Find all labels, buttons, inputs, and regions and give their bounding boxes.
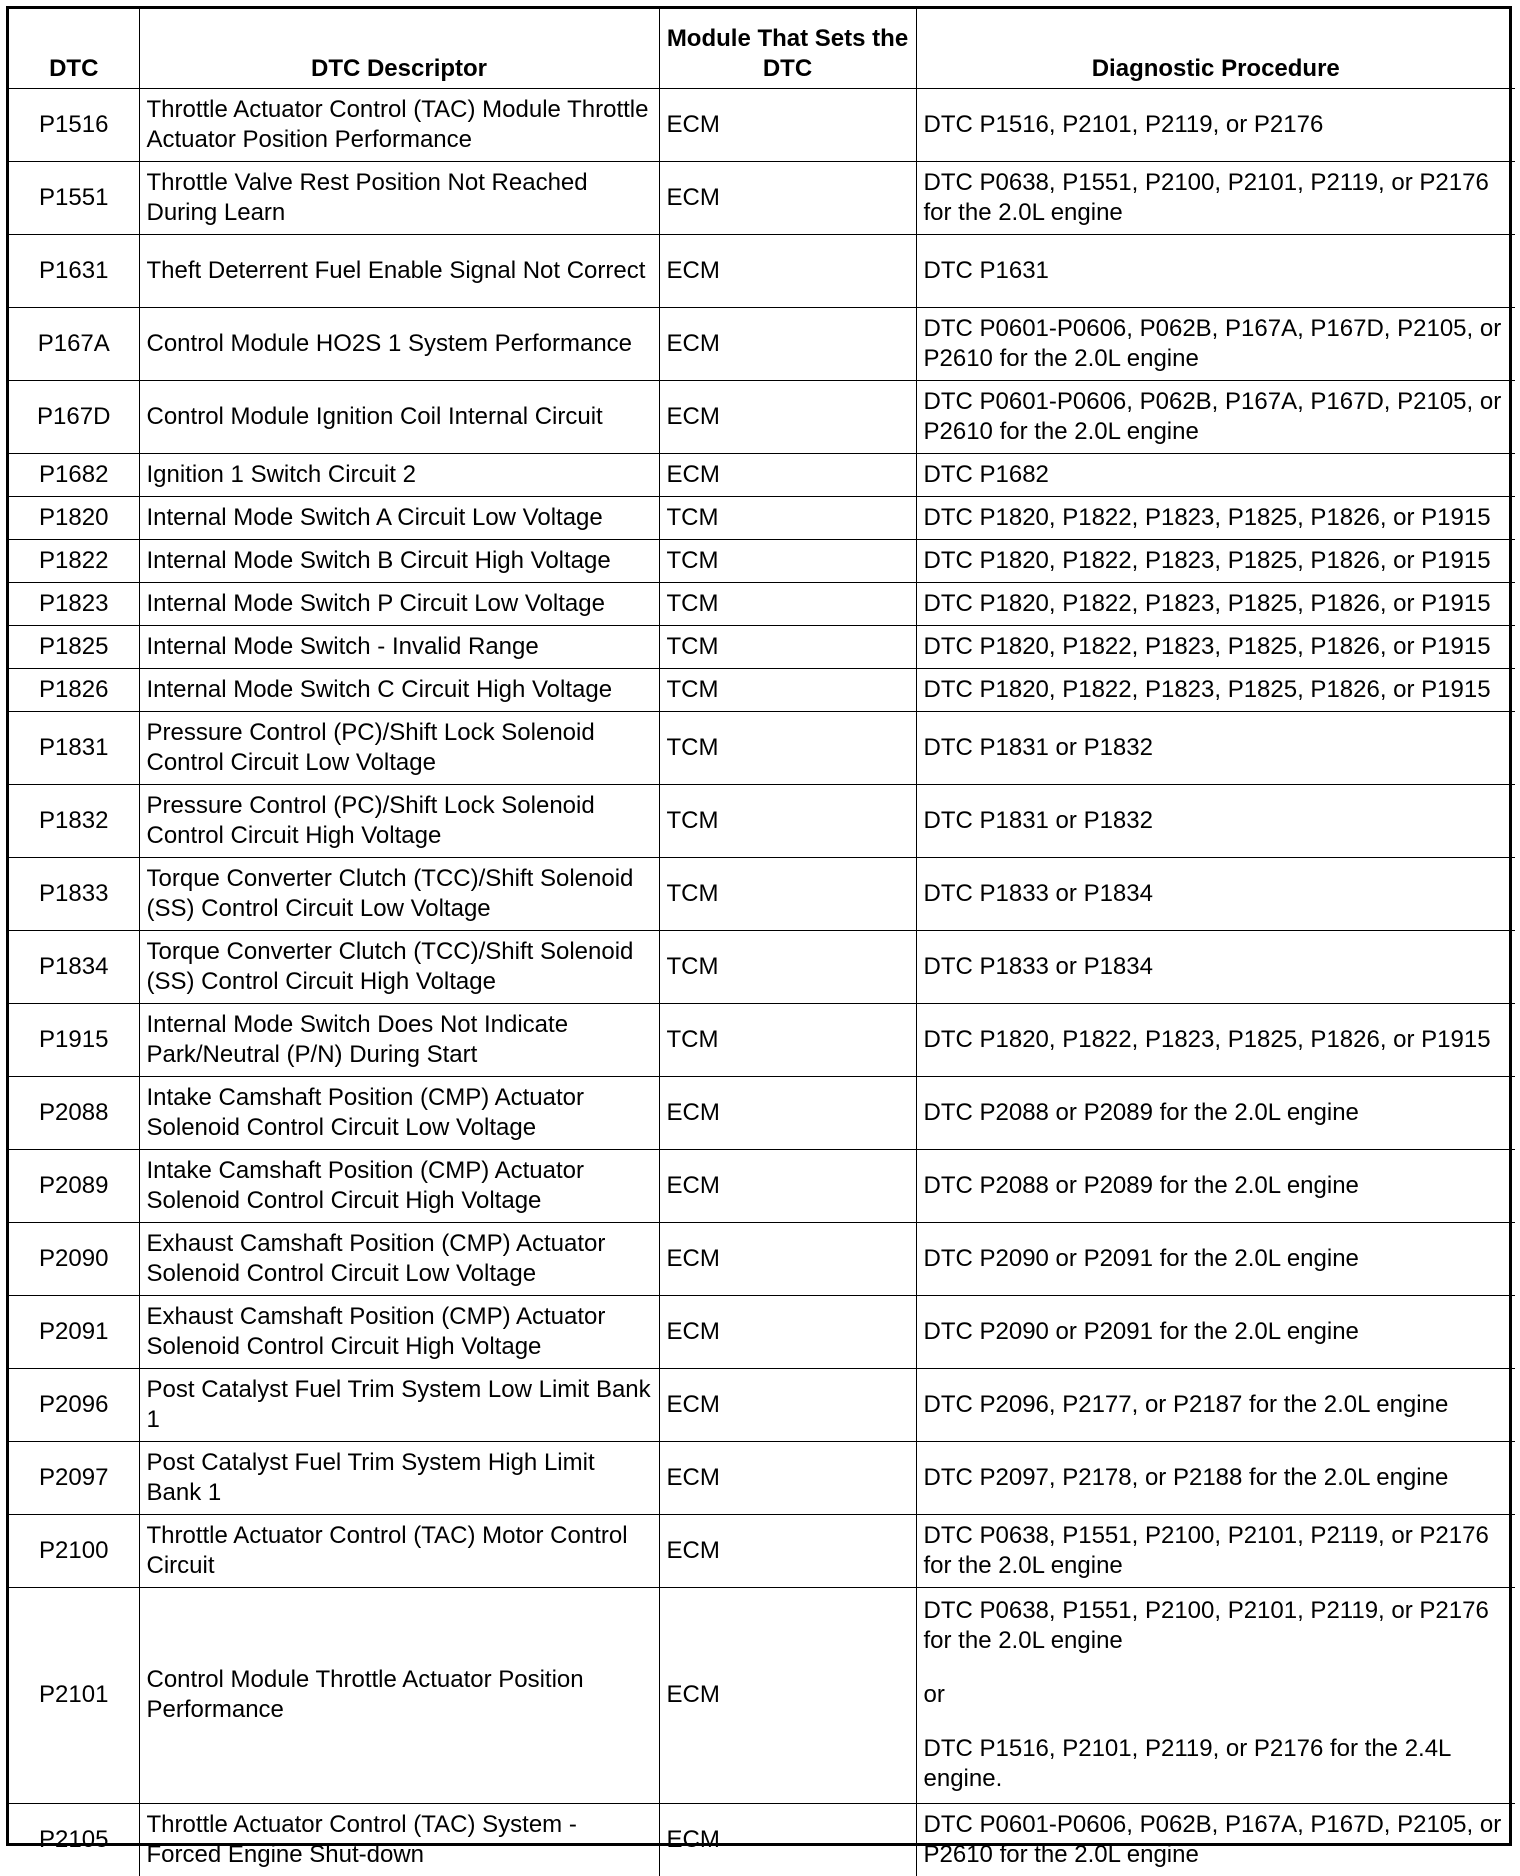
cell-descriptor: Internal Mode Switch Does Not Indicate Park/Neutral (P/N) During Start <box>139 1003 659 1076</box>
cell-dtc: P1822 <box>9 539 139 582</box>
table-row <box>9 234 1515 307</box>
procedure-line: DTC P0638, P1551, P2100, P2101, P2119, or P2176 for the 2.0L engine <box>923 168 1489 226</box>
cell-module: TCM <box>659 668 916 711</box>
cell-module: ECM <box>659 1441 916 1514</box>
cell-dtc: P1551 <box>9 161 139 234</box>
cell-module: ECM <box>659 1295 916 1368</box>
table-row <box>9 453 1515 496</box>
procedure-line: DTC P1833 or P1834 <box>923 952 1153 980</box>
cell-module: ECM <box>659 1803 916 1876</box>
procedure-line: DTC P1820, P1822, P1823, P1825, P1826, or P1915 <box>923 589 1491 617</box>
procedure-line: DTC P2088 or P2089 for the 2.0L engine <box>923 1171 1359 1199</box>
table-header-row <box>9 9 1515 88</box>
cell-module: TCM <box>659 1003 916 1076</box>
cell-module: TCM <box>659 582 916 625</box>
cell-procedure <box>916 1514 1515 1587</box>
cell-dtc: P1833 <box>9 857 139 930</box>
dtc-table-page <box>6 6 1512 1868</box>
cell-descriptor: Post Catalyst Fuel Trim System High Limit Bank 1 <box>139 1441 659 1514</box>
table-row <box>9 930 1515 1003</box>
cell-procedure <box>916 857 1515 930</box>
cell-descriptor: Throttle Actuator Control (TAC) System - Forced Engine Shut-down <box>139 1803 659 1876</box>
procedure-line: DTC P1516, P2101, P2119, or P2176 <box>923 110 1324 138</box>
cell-procedure <box>916 161 1515 234</box>
cell-descriptor: Exhaust Camshaft Position (CMP) Actuator Solenoid Control Circuit Low Voltage <box>139 1222 659 1295</box>
table-row <box>9 1441 1515 1514</box>
cell-procedure <box>916 784 1515 857</box>
table-row <box>9 496 1515 539</box>
cell-descriptor: Throttle Valve Rest Position Not Reached During Learn <box>139 161 659 234</box>
cell-dtc: P167A <box>9 307 139 380</box>
cell-procedure <box>916 380 1515 453</box>
cell-dtc: P1516 <box>9 88 139 161</box>
cell-descriptor: Internal Mode Switch - Invalid Range <box>139 625 659 668</box>
header-descriptor: DTC Descriptor <box>139 9 659 88</box>
cell-descriptor: Internal Mode Switch P Circuit Low Voltage <box>139 582 659 625</box>
cell-dtc: P2105 <box>9 1803 139 1876</box>
cell-module: ECM <box>659 453 916 496</box>
procedure-line: DTC P1831 or P1832 <box>923 733 1153 761</box>
table-row <box>9 1587 1515 1803</box>
table-row <box>9 1222 1515 1295</box>
cell-descriptor: Internal Mode Switch A Circuit Low Voltage <box>139 496 659 539</box>
cell-descriptor: Throttle Actuator Control (TAC) Motor Control Circuit <box>139 1514 659 1587</box>
cell-descriptor: Exhaust Camshaft Position (CMP) Actuator Solenoid Control Circuit High Voltage <box>139 1295 659 1368</box>
cell-dtc: P1832 <box>9 784 139 857</box>
table-row <box>9 582 1515 625</box>
cell-procedure <box>916 625 1515 668</box>
cell-descriptor: Ignition 1 Switch Circuit 2 <box>139 453 659 496</box>
table-row <box>9 1514 1515 1587</box>
cell-module: ECM <box>659 1149 916 1222</box>
procedure-line: DTC P0638, P1551, P2100, P2101, P2119, or P2176 for the 2.0L engine <box>923 1521 1489 1579</box>
procedure-line: DTC P2090 or P2091 for the 2.0L engine <box>923 1317 1359 1345</box>
table-row <box>9 1295 1515 1368</box>
cell-dtc: P2091 <box>9 1295 139 1368</box>
cell-procedure <box>916 1076 1515 1149</box>
procedure-line: DTC P0638, P1551, P2100, P2101, P2119, or P2176 for the 2.0L engine <box>923 1597 1489 1654</box>
cell-descriptor: Control Module HO2S 1 System Performance <box>139 307 659 380</box>
procedure-line: DTC P2097, P2178, or P2188 for the 2.0L engine <box>923 1463 1449 1491</box>
cell-module: ECM <box>659 380 916 453</box>
procedure-line: DTC P2090 or P2091 for the 2.0L engine <box>923 1244 1359 1272</box>
cell-dtc: P1631 <box>9 234 139 307</box>
table-row <box>9 784 1515 857</box>
cell-descriptor: Torque Converter Clutch (TCC)/Shift Solenoid (SS) Control Circuit High Voltage <box>139 930 659 1003</box>
cell-dtc: P2088 <box>9 1076 139 1149</box>
cell-descriptor: Control Module Throttle Actuator Position Performance <box>139 1587 659 1803</box>
procedure-line: or <box>923 1681 945 1708</box>
cell-descriptor: Theft Deterrent Fuel Enable Signal Not Correct <box>139 234 659 307</box>
cell-module: TCM <box>659 784 916 857</box>
procedure-line: DTC P2088 or P2089 for the 2.0L engine <box>923 1098 1359 1126</box>
cell-procedure <box>916 930 1515 1003</box>
cell-procedure <box>916 496 1515 539</box>
cell-procedure <box>916 711 1515 784</box>
cell-descriptor: Control Module Ignition Coil Internal Circuit <box>139 380 659 453</box>
cell-procedure <box>916 1441 1515 1514</box>
table-row <box>9 857 1515 930</box>
procedure-line: DTC P2096, P2177, or P2187 for the 2.0L engine <box>923 1390 1449 1418</box>
table-row <box>9 625 1515 668</box>
cell-descriptor: Intake Camshaft Position (CMP) Actuator Solenoid Control Circuit High Voltage <box>139 1149 659 1222</box>
cell-descriptor: Post Catalyst Fuel Trim System Low Limit Bank 1 <box>139 1368 659 1441</box>
cell-module: ECM <box>659 1514 916 1587</box>
cell-procedure <box>916 307 1515 380</box>
procedure-line: DTC P1820, P1822, P1823, P1825, P1826, or P1915 <box>923 1025 1491 1053</box>
cell-dtc: P2101 <box>9 1587 139 1803</box>
cell-module: TCM <box>659 539 916 582</box>
paragraph-gap <box>924 1710 1509 1734</box>
table-row <box>9 380 1515 453</box>
header-dtc: DTC <box>9 9 139 88</box>
cell-procedure <box>916 1149 1515 1222</box>
cell-procedure <box>916 1368 1515 1441</box>
cell-dtc: P1825 <box>9 625 139 668</box>
cell-dtc: P2096 <box>9 1368 139 1441</box>
cell-descriptor: Pressure Control (PC)/Shift Lock Solenoid Control Circuit Low Voltage <box>139 711 659 784</box>
cell-module: ECM <box>659 307 916 380</box>
table-row <box>9 1368 1515 1441</box>
cell-module: TCM <box>659 625 916 668</box>
cell-module: TCM <box>659 857 916 930</box>
procedure-line: DTC P1831 or P1832 <box>923 806 1153 834</box>
cell-procedure <box>916 668 1515 711</box>
table-row <box>9 668 1515 711</box>
cell-module: ECM <box>659 161 916 234</box>
procedure-line: DTC P1516, P2101, P2119, or P2176 for the 2.4L engine. <box>923 1735 1451 1792</box>
cell-module: ECM <box>659 88 916 161</box>
cell-procedure <box>916 1222 1515 1295</box>
cell-module: ECM <box>659 1368 916 1441</box>
table-row <box>9 1149 1515 1222</box>
cell-module: TCM <box>659 496 916 539</box>
paragraph-gap <box>924 1656 1509 1680</box>
cell-descriptor: Internal Mode Switch B Circuit High Voltage <box>139 539 659 582</box>
cell-dtc: P1826 <box>9 668 139 711</box>
cell-procedure <box>916 1587 1515 1803</box>
table-row <box>9 88 1515 161</box>
cell-procedure <box>916 1003 1515 1076</box>
cell-procedure <box>916 453 1515 496</box>
procedure-line: DTC P1820, P1822, P1823, P1825, P1826, or P1915 <box>923 632 1491 660</box>
cell-dtc: P1831 <box>9 711 139 784</box>
header-module: Module That Sets the DTC <box>659 9 916 88</box>
cell-dtc: P2089 <box>9 1149 139 1222</box>
procedure-line: DTC P0601-P0606, P062B, P167A, P167D, P2105, or P2610 for the 2.0L engine <box>923 314 1502 372</box>
cell-descriptor: Throttle Actuator Control (TAC) Module Throttle Actuator Position Performance <box>139 88 659 161</box>
procedure-line: DTC P1820, P1822, P1823, P1825, P1826, or P1915 <box>923 675 1491 703</box>
procedure-line: DTC P1820, P1822, P1823, P1825, P1826, or P1915 <box>923 503 1491 531</box>
cell-procedure <box>916 234 1515 307</box>
cell-module: ECM <box>659 234 916 307</box>
cell-dtc: P1834 <box>9 930 139 1003</box>
table-row <box>9 539 1515 582</box>
cell-procedure <box>916 582 1515 625</box>
table-row <box>9 1003 1515 1076</box>
cell-module: ECM <box>659 1076 916 1149</box>
cell-descriptor: Internal Mode Switch C Circuit High Voltage <box>139 668 659 711</box>
cell-dtc: P2100 <box>9 1514 139 1587</box>
cell-descriptor: Pressure Control (PC)/Shift Lock Solenoid Control Circuit High Voltage <box>139 784 659 857</box>
table-row <box>9 711 1515 784</box>
cell-module: TCM <box>659 930 916 1003</box>
table-row <box>9 161 1515 234</box>
cell-dtc: P1820 <box>9 496 139 539</box>
cell-module: TCM <box>659 711 916 784</box>
table-row <box>9 1076 1515 1149</box>
cell-dtc: P2097 <box>9 1441 139 1514</box>
table-row <box>9 1803 1515 1876</box>
cell-dtc: P1682 <box>9 453 139 496</box>
procedure-line: DTC P0601-P0606, P062B, P167A, P167D, P2105, or P2610 for the 2.0L engine <box>923 1810 1502 1868</box>
cell-module: ECM <box>659 1587 916 1803</box>
cell-procedure <box>916 1295 1515 1368</box>
cell-dtc: P167D <box>9 380 139 453</box>
cell-dtc: P2090 <box>9 1222 139 1295</box>
procedure-line: DTC P1631 <box>923 256 1049 284</box>
dtc-table <box>9 9 1515 1876</box>
cell-procedure <box>916 539 1515 582</box>
cell-procedure <box>916 1803 1515 1876</box>
cell-dtc: P1915 <box>9 1003 139 1076</box>
cell-descriptor: Intake Camshaft Position (CMP) Actuator Solenoid Control Circuit Low Voltage <box>139 1076 659 1149</box>
procedure-line: DTC P1820, P1822, P1823, P1825, P1826, or P1915 <box>923 546 1491 574</box>
procedure-line: DTC P1833 or P1834 <box>923 879 1153 907</box>
cell-procedure <box>916 88 1515 161</box>
cell-module: ECM <box>659 1222 916 1295</box>
table-row <box>9 307 1515 380</box>
cell-dtc: P1823 <box>9 582 139 625</box>
procedure-line: DTC P1682 <box>923 460 1049 488</box>
procedure-line: DTC P0601-P0606, P062B, P167A, P167D, P2105, or P2610 for the 2.0L engine <box>923 387 1502 445</box>
header-procedure: Diagnostic Procedure <box>916 9 1515 88</box>
cell-descriptor: Torque Converter Clutch (TCC)/Shift Solenoid (SS) Control Circuit Low Voltage <box>139 857 659 930</box>
